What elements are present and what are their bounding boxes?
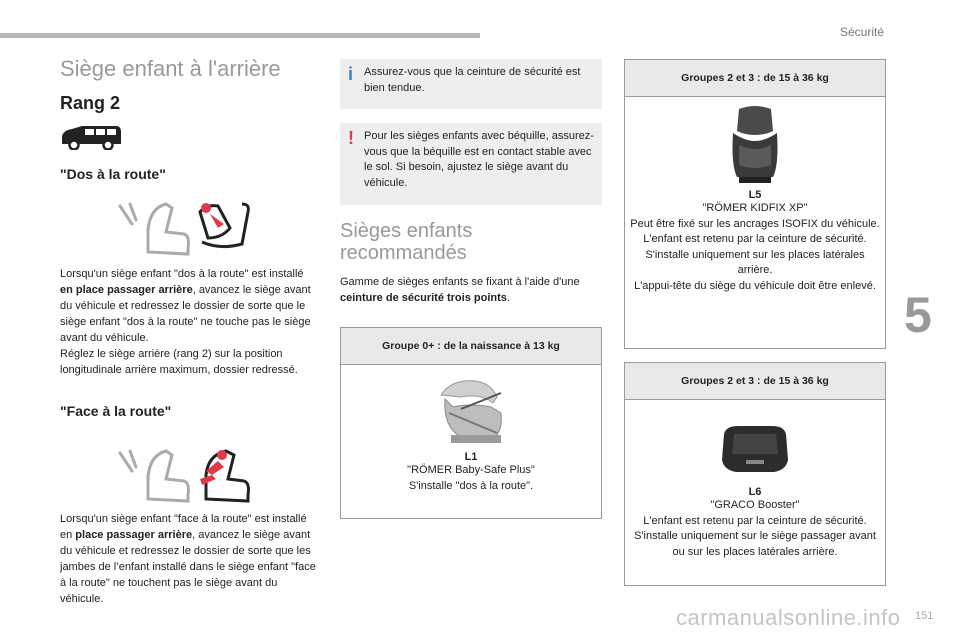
seat-code: L6	[748, 486, 762, 498]
warning-note: ! Pour les sièges enfants avec béquille, assurez-vous que la béquille est en contact stable avec le sol. Si besoin, ajustez le siège avant du véhicule.	[340, 123, 602, 205]
card-group-label: Groupes 2 et 3 : de 15 à 36 kg	[625, 363, 885, 400]
seat-description: L'appui-tête du siège du véhicule doit être enlevé.	[634, 279, 876, 292]
seat-name: "GRACO Booster"	[710, 499, 800, 511]
forward-facing-seat-icon	[110, 445, 256, 505]
chapter-number: 5	[904, 287, 932, 343]
page-number: 151	[915, 610, 934, 622]
warning-icon: !	[348, 128, 354, 148]
recommended-intro: Gamme de sièges enfants se fixant à l'aide d'une ceinture de sécurité trois points.	[340, 276, 580, 304]
forward-facing-text: Lorsqu'un siège enfant "face à la route" est installé en place passager arrière, avancez le siège avant du véhicule et redressez le dossier de sorte que les jambes de l’enfant installé dans le siège enfant "face à la route" ne touchent pas le siège avant du véhicule.	[60, 513, 316, 605]
baby-carrier-image	[431, 373, 511, 449]
section-label: Sécurité	[839, 25, 884, 39]
kidfix-seat-image	[725, 105, 785, 187]
rear-facing-text: Lorsqu'un siège enfant "dos à la route" est installé en place passager arrière, avancez le siège avant du véhicule et redressez le dossier de sorte que le siège enfant "dos à la route" ne touche pas le siège avant du véhicule. Réglez le siège arrière (rang 2) sur la position longitudinale arrière maximum, dossier redressé.	[60, 268, 311, 376]
watermark: carmanualsonline.info	[676, 605, 901, 630]
seat-description: S'installe uniquement sur les places latérales arrière.	[645, 248, 865, 276]
van-icon	[58, 124, 124, 150]
booster-seat-image	[718, 420, 792, 480]
seat-description: L'enfant est retenu par la ceinture de sécurité.	[643, 233, 867, 245]
rear-facing-heading: "Dos à la route"	[60, 166, 166, 182]
info-note: i Assurez-vous que la ceinture de sécurité est bien tendue.	[340, 59, 602, 109]
seat-description: S'installe uniquement sur le siège passager avant ou sur les places latérales arrière.	[634, 530, 876, 558]
seat-card-l6	[624, 362, 886, 586]
seat-card-l5	[624, 59, 886, 349]
seat-description: Peut être fixé sur les ancrages ISOFIX du véhicule.	[630, 217, 880, 230]
page-title: Siège enfant à l'arrière	[60, 56, 281, 81]
seat-card-l1	[340, 327, 602, 519]
card-group-label: Groupes 2 et 3 : de 15 à 36 kg	[625, 60, 885, 97]
seat-code: L1	[464, 451, 478, 463]
forward-facing-heading: "Face à la route"	[60, 403, 172, 419]
seat-name: "RÖMER KIDFIX XP"	[702, 202, 808, 214]
seat-code: L5	[748, 189, 762, 201]
recommended-seats-title: Sièges enfants recommandés	[340, 220, 473, 264]
rear-facing-seat-icon	[110, 198, 256, 258]
header-rule	[0, 33, 480, 38]
info-icon: i	[348, 64, 354, 84]
card-group-label: Groupe 0+ : de la naissance à 13 kg	[341, 328, 601, 365]
seat-description: L'enfant est retenu par la ceinture de sécurité.	[643, 514, 867, 527]
seat-description: S'installe "dos à la route".	[408, 479, 534, 492]
row-heading: Rang 2	[60, 93, 121, 113]
seat-name: "RÖMER Baby-Safe Plus"	[407, 464, 535, 476]
